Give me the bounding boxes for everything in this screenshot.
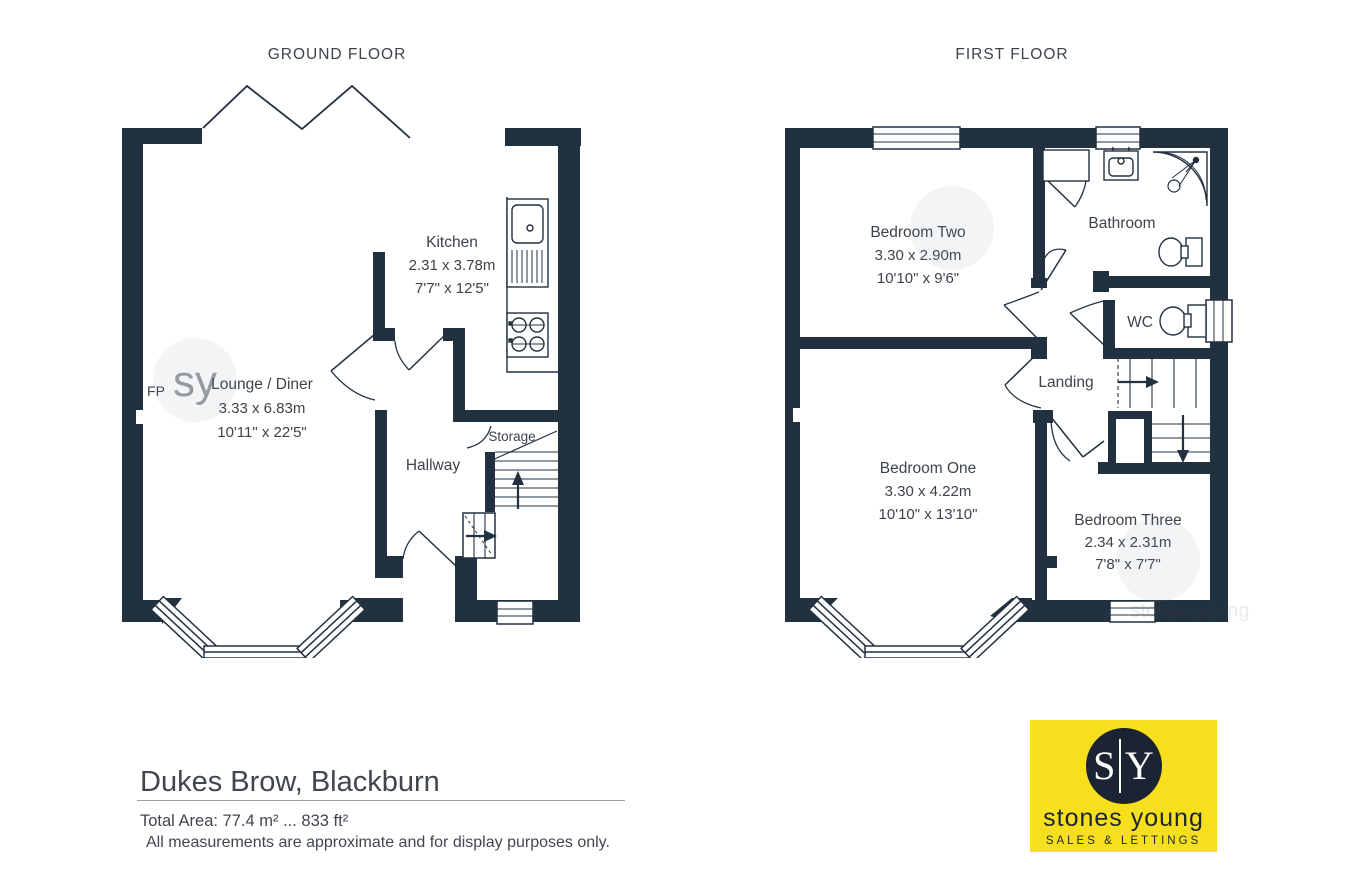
bed3-door-leaf (1051, 417, 1083, 457)
logo-letter-y: Y (1124, 743, 1154, 788)
fireplace-recess (136, 410, 143, 424)
logo-letter-s: S (1093, 743, 1116, 788)
watermarks (153, 186, 1249, 622)
bathroom-label: Bathroom (1088, 215, 1156, 232)
bed1-label: Bedroom One (879, 460, 977, 477)
wc-door-arc (1070, 301, 1104, 313)
window-bathroom (1096, 127, 1140, 149)
bed1-imperial: 10'10" x 13'10" (878, 506, 978, 523)
cupboard-door-arc (1075, 181, 1086, 207)
watermark-brand: stones young (1130, 600, 1250, 622)
sink-bowl (512, 205, 543, 243)
storage-label: Storage (488, 429, 536, 444)
bed1-door-leaf (1005, 350, 1041, 385)
entrance-door-arc (403, 531, 419, 559)
fireplace-label: FP (147, 383, 165, 399)
shower (1153, 152, 1207, 206)
zigzag-open-boundary (203, 86, 410, 138)
bed3-label: Bedroom Three (1074, 512, 1182, 529)
cupboard-door-leaf (1048, 181, 1075, 207)
divider-line (137, 800, 625, 801)
kitchen-fixtures (507, 197, 558, 372)
kitchen-door-leaf (409, 334, 446, 370)
footer (140, 766, 700, 799)
kitchen-imperial: 7'7" x 12'5" (415, 280, 489, 297)
lounge-metric: 3.33 x 6.83m (218, 400, 306, 417)
stair-void (1116, 419, 1144, 463)
logo-monogram-circle (1086, 728, 1162, 804)
kitchen-door-arc (395, 341, 409, 370)
first-floor-title: FIRST FLOOR (955, 46, 1069, 63)
wc-label: WC (1127, 314, 1153, 331)
total-area: Total Area: 77.4 m² ... 833 ft² (140, 812, 349, 830)
wc-toilet (1160, 305, 1206, 337)
logo-tagline: SALES & LETTINGS (1045, 835, 1202, 847)
logo-name: stones young (1043, 804, 1204, 832)
landing-label: Landing (1038, 374, 1094, 391)
bathroom-fixtures (1043, 147, 1207, 337)
up-arrowhead (512, 471, 524, 485)
agency-logo (1030, 720, 1217, 852)
shower-drain (1168, 180, 1180, 192)
bed3-metric: 2.34 x 2.31m (1084, 534, 1172, 551)
watermark-circle (1116, 518, 1200, 602)
logo-divider-bar (1119, 739, 1121, 793)
ground-stairs (463, 431, 558, 558)
ground-floor-title: GROUND FLOOR (267, 46, 407, 63)
watermark-circle (910, 186, 994, 270)
bed2-metric: 3.30 x 2.90m (874, 247, 962, 264)
sink-drain (527, 225, 533, 231)
ground-bay-window (151, 597, 365, 658)
labels (147, 46, 1182, 573)
hallway-label: Hallway (405, 457, 461, 474)
window-wc (1206, 300, 1232, 342)
window-bed2 (873, 127, 960, 149)
down-flight-treads (1152, 424, 1210, 452)
wc-door-leaf (1070, 313, 1104, 345)
bed1-door-arc (1005, 385, 1041, 408)
property-address: Dukes Brow, Blackburn (140, 766, 440, 798)
bed2-door-leaf (1004, 305, 1039, 340)
bed3-door-arc (1051, 417, 1070, 461)
bed3-imperial: 7'8" x 7'7" (1095, 556, 1161, 573)
bed3-door-leaf2 (1083, 441, 1104, 457)
bed1-metric: 3.30 x 4.22m (884, 483, 972, 500)
watermark-text: sy (173, 357, 217, 406)
chimney-recess (793, 408, 800, 422)
lounge-imperial: 10'11" x 22'5" (217, 424, 307, 441)
front-door-window (497, 601, 533, 624)
down-arrowhead (1177, 450, 1189, 463)
kitchen-label: Kitchen (426, 234, 478, 251)
airing-cupboard (1043, 150, 1089, 181)
entrance-door-leaf (419, 531, 458, 568)
lounge-door-arc (331, 371, 375, 400)
bed2-imperial: 10'10" x 9'6" (876, 270, 960, 287)
bed2-label: Bedroom Two (870, 224, 966, 241)
lounge-label: Lounge / Diner (211, 376, 313, 393)
bathroom-toilet (1159, 238, 1202, 266)
lounge-door-leaf (331, 334, 375, 371)
bath-sink (1104, 147, 1138, 180)
kitchen-metric: 2.31 x 3.78m (408, 257, 496, 274)
disclaimer: All measurements are approximate and for display purposes only. (146, 834, 610, 851)
stair-treads (495, 452, 558, 506)
bed2-door-arc (1004, 292, 1039, 305)
drainer-lines (512, 250, 542, 283)
first-bay-window (809, 597, 1029, 658)
